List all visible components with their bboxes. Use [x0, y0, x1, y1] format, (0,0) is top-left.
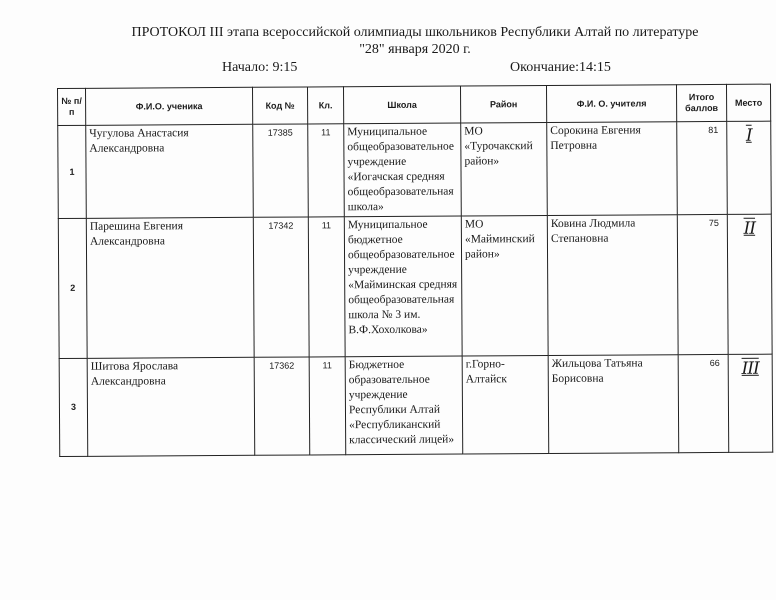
cell-place — [727, 214, 772, 354]
col-header-place: Место — [726, 84, 770, 121]
col-header-code: Код № — [252, 87, 307, 124]
cell-name: Шитова Ярослава Александровна — [87, 357, 255, 456]
cell-district: МО «Майминский район» — [461, 216, 548, 357]
title-line-2: "28" января 2020 г. — [359, 42, 471, 57]
table-row — [58, 214, 772, 358]
col-header-grade: Кл. — [307, 87, 343, 124]
col-header-name: Ф.И.О. ученика — [86, 87, 253, 125]
cell-school: Муниципальное общеобразовательное учреждение «Иогачская средняя общеобразовательная школа» — [344, 123, 462, 217]
cell-grade: 11 — [309, 357, 346, 455]
cell-num: 3 — [59, 358, 88, 456]
table-row — [59, 354, 773, 456]
cell-code: 17362 — [254, 357, 310, 455]
cell-district: МО «Турочакский район» — [461, 123, 548, 217]
cell-teacher: Ковина Людмила Степановна — [547, 215, 678, 356]
handwritten-place: I — [745, 125, 752, 146]
results-table — [57, 84, 773, 457]
handwritten-place: II — [743, 218, 756, 239]
cell-name: Чугулова Анастасия Александровна — [86, 124, 254, 218]
cell-school: Бюджетное образовательное учреждение Республики Алтай «Республиканский классический лицей» — [345, 356, 463, 455]
end-time: Окончание:14:15 — [510, 60, 611, 75]
cell-num: 1 — [58, 125, 87, 218]
start-time: Начало: 9:15 — [222, 60, 298, 75]
title-line-1: ПРОТОКОЛ III этапа всероссийской олимпиады школьников Республики Алтай по литературе — [131, 25, 699, 40]
cell-place — [727, 121, 772, 214]
col-header-score: Итого баллов — [676, 84, 726, 121]
cell-name: Парешина Евгения Александровна — [86, 217, 254, 358]
col-header-district: Район — [460, 86, 546, 124]
cell-num: 2 — [58, 218, 87, 358]
cell-score: 81 — [677, 121, 728, 214]
document-title — [110, 24, 720, 58]
table-header-row — [58, 84, 771, 125]
cell-grade: 11 — [308, 124, 345, 217]
cell-teacher: Сорокина Евгения Петровна — [547, 122, 678, 216]
col-header-school: Школа — [343, 86, 460, 124]
cell-school: Муниципальное бюджетное общеобразовательное учреждение «Майминская средняя общеобразовательная школа № 3 им. В.Ф.Хохолкова» — [344, 216, 462, 357]
cell-code: 17342 — [253, 217, 309, 357]
handwritten-place: III — [741, 358, 759, 379]
cell-place — [728, 354, 773, 452]
cell-district: г.Горно-Алтайск — [462, 356, 549, 455]
col-header-teacher: Ф.И. О. учителя — [546, 85, 676, 123]
cell-grade: 11 — [308, 217, 345, 357]
table-row — [58, 121, 772, 218]
col-header-num: № п/п — [58, 88, 86, 125]
cell-score: 66 — [678, 354, 729, 452]
cell-score: 75 — [677, 214, 728, 354]
cell-code: 17385 — [253, 124, 309, 217]
cell-teacher: Жильцова Татьяна Борисовна — [548, 355, 679, 454]
